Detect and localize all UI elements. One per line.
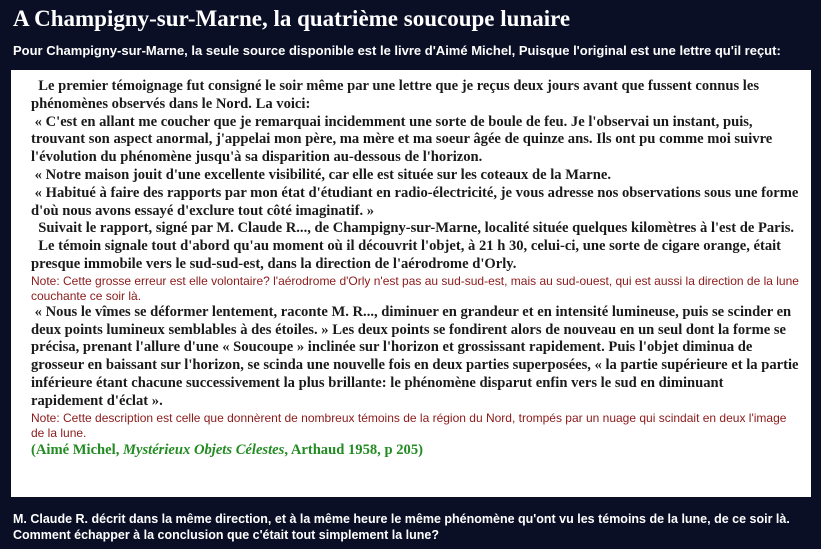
quote-paragraph-2-text: « C'est en allant me coucher que je remarquai incidemment une sorte de boule de feu. Je l'observai un instant, puis, trouvant son aspect anormal, j'appelai mon père, ma mère et ma soeur âgée de quinze ans. Ils ont pu comme moi suivre l'évolution du phénomène jusqu'à sa disparition au-dessous de l'horizon.: [31, 113, 773, 166]
page-title: A Champigny-sur-Marne, la quatrième soucoupe lunaire: [13, 6, 571, 31]
quote-paragraph-6: [31, 238, 799, 274]
quote-paragraph-4-text: « Habitué à faire des rapports par mon état d'étudiant en radio-électricité, je vous adresse nos observations sous une forme d'où nous avons essayé d'exclure tout côté imaginatif. »: [31, 184, 799, 219]
quote-paragraph-1: [31, 78, 799, 114]
quote-paragraph-7-text: « Nous le vîmes se déformer lentement, raconte M. R..., diminuer en grandeur et en intensité lumineuse, puis se scinder en deux points lumineux semblables à des étoiles. » Les deux points se fondirent alors de nouveau en un seul dont la forme se précisa, prenant l'allure d'une « Soucoupe » inclinée sur l'horizon et grossissant rapidement. Puis l'objet diminua de grosseur en baissant sur l'horizon, se scinda une nouvelle fois en deux parties superposées, « la partie supérieure et la partie inférieure étant chacune successivement la plus brillante: le phénomène disparut enfin vers le sud en diminuant rapidement d'éclat ».: [31, 303, 799, 409]
quote-box: [11, 70, 811, 497]
source-citation: [31, 441, 799, 459]
quote-paragraph-1-text: Le premier témoignage fut consigné le soir même par une lettre que je reçus deux jours avant que fussent connus les phénomènes observés dans le Nord. La voici:: [31, 78, 760, 112]
source-book-title: Mystérieux Objets Célestes: [123, 441, 285, 458]
editor-note-2: Note: Cette description est celle que donnèrent de nombreux témoins de la région du Nord, trompés par un nuage qui scindait en deux l'image de la lune.: [31, 410, 787, 440]
quote-paragraph-5: [31, 220, 799, 238]
source-citation-close: , Arthaud 1958, p 205): [284, 441, 423, 458]
conclusion-text: M. Claude R. décrit dans la même direction, et à la même heure le même phénomène qu'ont vu les témoins de la lune, de ce soir là. Comment échapper à la conclusion que c'était tout simplement la lune?: [13, 512, 790, 542]
quote-paragraph-3: [31, 167, 799, 185]
quote-paragraph-6-text: Le témoin signale tout d'abord qu'au moment où il découvrit l'objet, à 21 h 30, celui-ci, une sorte de cigare orange, était presque immobile vers le sud-sud-est, dans la direction de l'aérodrome d'Orly.: [31, 238, 782, 272]
quote-paragraph-5-text: Suivait le rapport, signé par M. Claude R..., de Champigny-sur-Marne, localité située quelques kilomètres à l'est de Paris.: [38, 220, 795, 237]
quote-paragraph-7: [31, 304, 799, 411]
quote-paragraph-2: [31, 114, 799, 167]
intro-text: Pour Champigny-sur-Marne, la seule source disponible est le livre d'Aimé Michel, Puisque l'original est une lettre qu'il reçut:: [13, 43, 781, 58]
quote-paragraph-3-text: « Notre maison jouit d'une excellente visibilité, car elle est située sur les coteaux de la Marne.: [34, 166, 612, 183]
source-citation-open: (Aimé Michel,: [31, 441, 123, 458]
editor-note-1: Note: Cette grosse erreur est elle volontaire? l'aérodrome d'Orly n'est pas au sud-sud-est, mais au sud-ouest, qui est aussi la direction de la lune couchante ce soir là.: [31, 273, 799, 303]
quote-paragraph-4: [31, 185, 799, 221]
